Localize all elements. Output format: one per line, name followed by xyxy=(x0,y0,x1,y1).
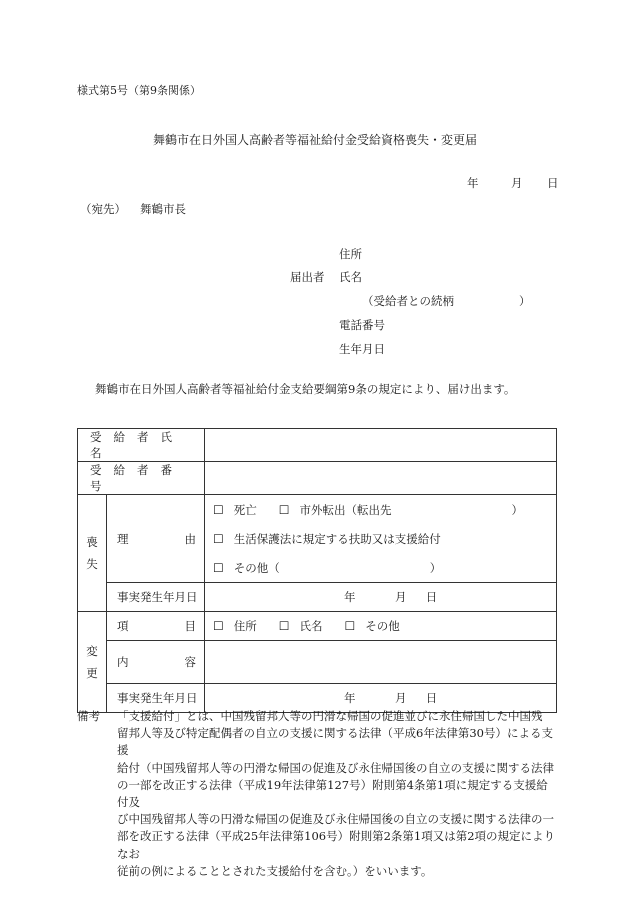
document-title: 舞鶴市在日外国人高齢者等福祉給付金受給資格喪失・変更届 xyxy=(152,133,477,147)
date-day-label: 日 xyxy=(547,176,559,190)
loss-label-2: 失 xyxy=(86,557,98,571)
loss-date-month: 月 xyxy=(395,590,407,604)
notes-body xyxy=(117,708,557,880)
notes-line: び中国残留邦人等の円滑な帰国の促進及び永住帰国後の自立の支援に関する法律の一 xyxy=(117,812,554,827)
notes-heading: 備考 xyxy=(77,709,100,723)
recipient-name-label: 受給者氏名 xyxy=(78,429,205,462)
table-row xyxy=(78,495,557,583)
move-out-label: 市外転出（転出先 xyxy=(299,502,392,517)
reporter-relation-close: ） xyxy=(519,294,531,308)
table-row xyxy=(78,612,557,641)
table-row xyxy=(78,462,557,495)
change-address-label: 住所 xyxy=(233,619,257,633)
change-date-year: 年 xyxy=(344,691,356,705)
welfare-label: 生活保護法に規定する扶助又は支援給付 xyxy=(233,531,441,546)
recipient-name-field[interactable] xyxy=(205,429,557,462)
loss-occurrence-date-field[interactable] xyxy=(205,583,557,612)
loss-date-year: 年 xyxy=(344,590,356,604)
reason-label-a: 理 xyxy=(117,531,129,546)
change-other-checkbox[interactable]: ☐ xyxy=(344,619,356,633)
content-label-a: 内 xyxy=(117,655,129,669)
statement: 舞鶴市在日外国人高齢者等福祉給付金支給要綱第9条の規定により、届け出ます。 xyxy=(95,382,516,396)
change-content-field[interactable] xyxy=(205,641,557,684)
notes xyxy=(77,708,557,880)
notes-line: の一部を改正する法律（平成19年法律第127号）附則第4条第1項に規定する支援給付及 xyxy=(117,777,548,810)
loss-section-label xyxy=(78,495,107,612)
change-address-checkbox[interactable]: ☐ xyxy=(213,619,224,633)
change-item-options xyxy=(205,612,557,641)
change-name-checkbox[interactable]: ☐ xyxy=(278,619,290,633)
content-label-b: 容 xyxy=(184,655,196,669)
other-reason-label: その他（ xyxy=(233,560,280,575)
change-label-1: 変 xyxy=(86,644,98,658)
death-label: 死亡 xyxy=(233,502,257,517)
loss-reason-label xyxy=(107,495,205,583)
addressee xyxy=(80,201,186,217)
death-checkbox[interactable]: ☐ xyxy=(213,502,224,517)
application-table xyxy=(77,428,557,713)
change-label-2: 更 xyxy=(86,666,98,680)
change-date-month: 月 xyxy=(395,691,407,705)
change-item-label xyxy=(107,612,205,641)
reporter-relation-label: （受給者との続柄 xyxy=(362,294,454,308)
loss-occurrence-label: 事実発生年月日 xyxy=(107,583,205,612)
loss-date-day: 日 xyxy=(425,590,438,604)
recipient-number-field[interactable] xyxy=(205,462,557,495)
recipient-number-label: 受給者番号 xyxy=(78,462,205,495)
date-month-label: 月 xyxy=(511,176,523,190)
notes-line: 部を改正する法律（平成25年法律第106号）附則第2条第1項又は第2項の規定によりなお xyxy=(117,829,556,861)
notes-line: 従前の例によることとされた支援給付を含む。）をいいます。 xyxy=(117,863,433,878)
welfare-checkbox[interactable]: ☐ xyxy=(213,531,224,546)
change-content-label xyxy=(107,641,205,684)
date-year-label: 年 xyxy=(467,176,479,190)
table-row xyxy=(78,429,557,462)
table-row xyxy=(78,641,557,684)
reporter-name-label: 氏名 xyxy=(339,270,362,284)
change-section-label xyxy=(78,612,107,713)
other-reason-checkbox[interactable]: ☐ xyxy=(213,560,224,575)
other-reason-close: ） xyxy=(429,560,442,575)
loss-reason-options xyxy=(205,495,557,583)
loss-label-1: 喪 xyxy=(86,535,98,549)
item-label-b: 目 xyxy=(184,619,196,633)
change-name-label: 氏名 xyxy=(299,619,323,633)
table-row xyxy=(78,583,557,612)
submission-date xyxy=(467,175,559,191)
change-other-label: その他 xyxy=(365,619,400,633)
move-out-checkbox[interactable]: ☐ xyxy=(278,502,290,517)
notes-line: 給付（中国残留邦人等の円滑な帰国の促進及び永住帰国後の自立の支援に関する法律 xyxy=(117,760,554,775)
reporter-address-label: 住所 xyxy=(339,247,362,261)
reporter-birth-label: 生年月日 xyxy=(339,342,385,356)
form-number: 様式第5号（第9条関係） xyxy=(77,84,201,97)
notes-line: 「支援給付」とは、中国残留邦人等の円滑な帰国の促進並びに永住帰国した中国残 xyxy=(117,709,543,723)
reporter-phone-label: 電話番号 xyxy=(339,318,385,332)
reporter-section-label: 届出者 xyxy=(290,270,325,284)
change-date-day: 日 xyxy=(425,691,438,705)
reason-label-b: 由 xyxy=(184,531,196,546)
addressee-name: 舞鶴市長 xyxy=(140,202,186,216)
notes-line: 留邦人等及び特定配偶者の自立の支援に関する法律（平成6年法律第30号）による支援 xyxy=(117,726,553,758)
item-label-a: 項 xyxy=(117,619,129,633)
move-out-close: ） xyxy=(511,502,524,517)
addressee-label: （宛先） xyxy=(80,202,126,216)
change-occurrence-label: 事実発生年月日 xyxy=(107,684,205,713)
